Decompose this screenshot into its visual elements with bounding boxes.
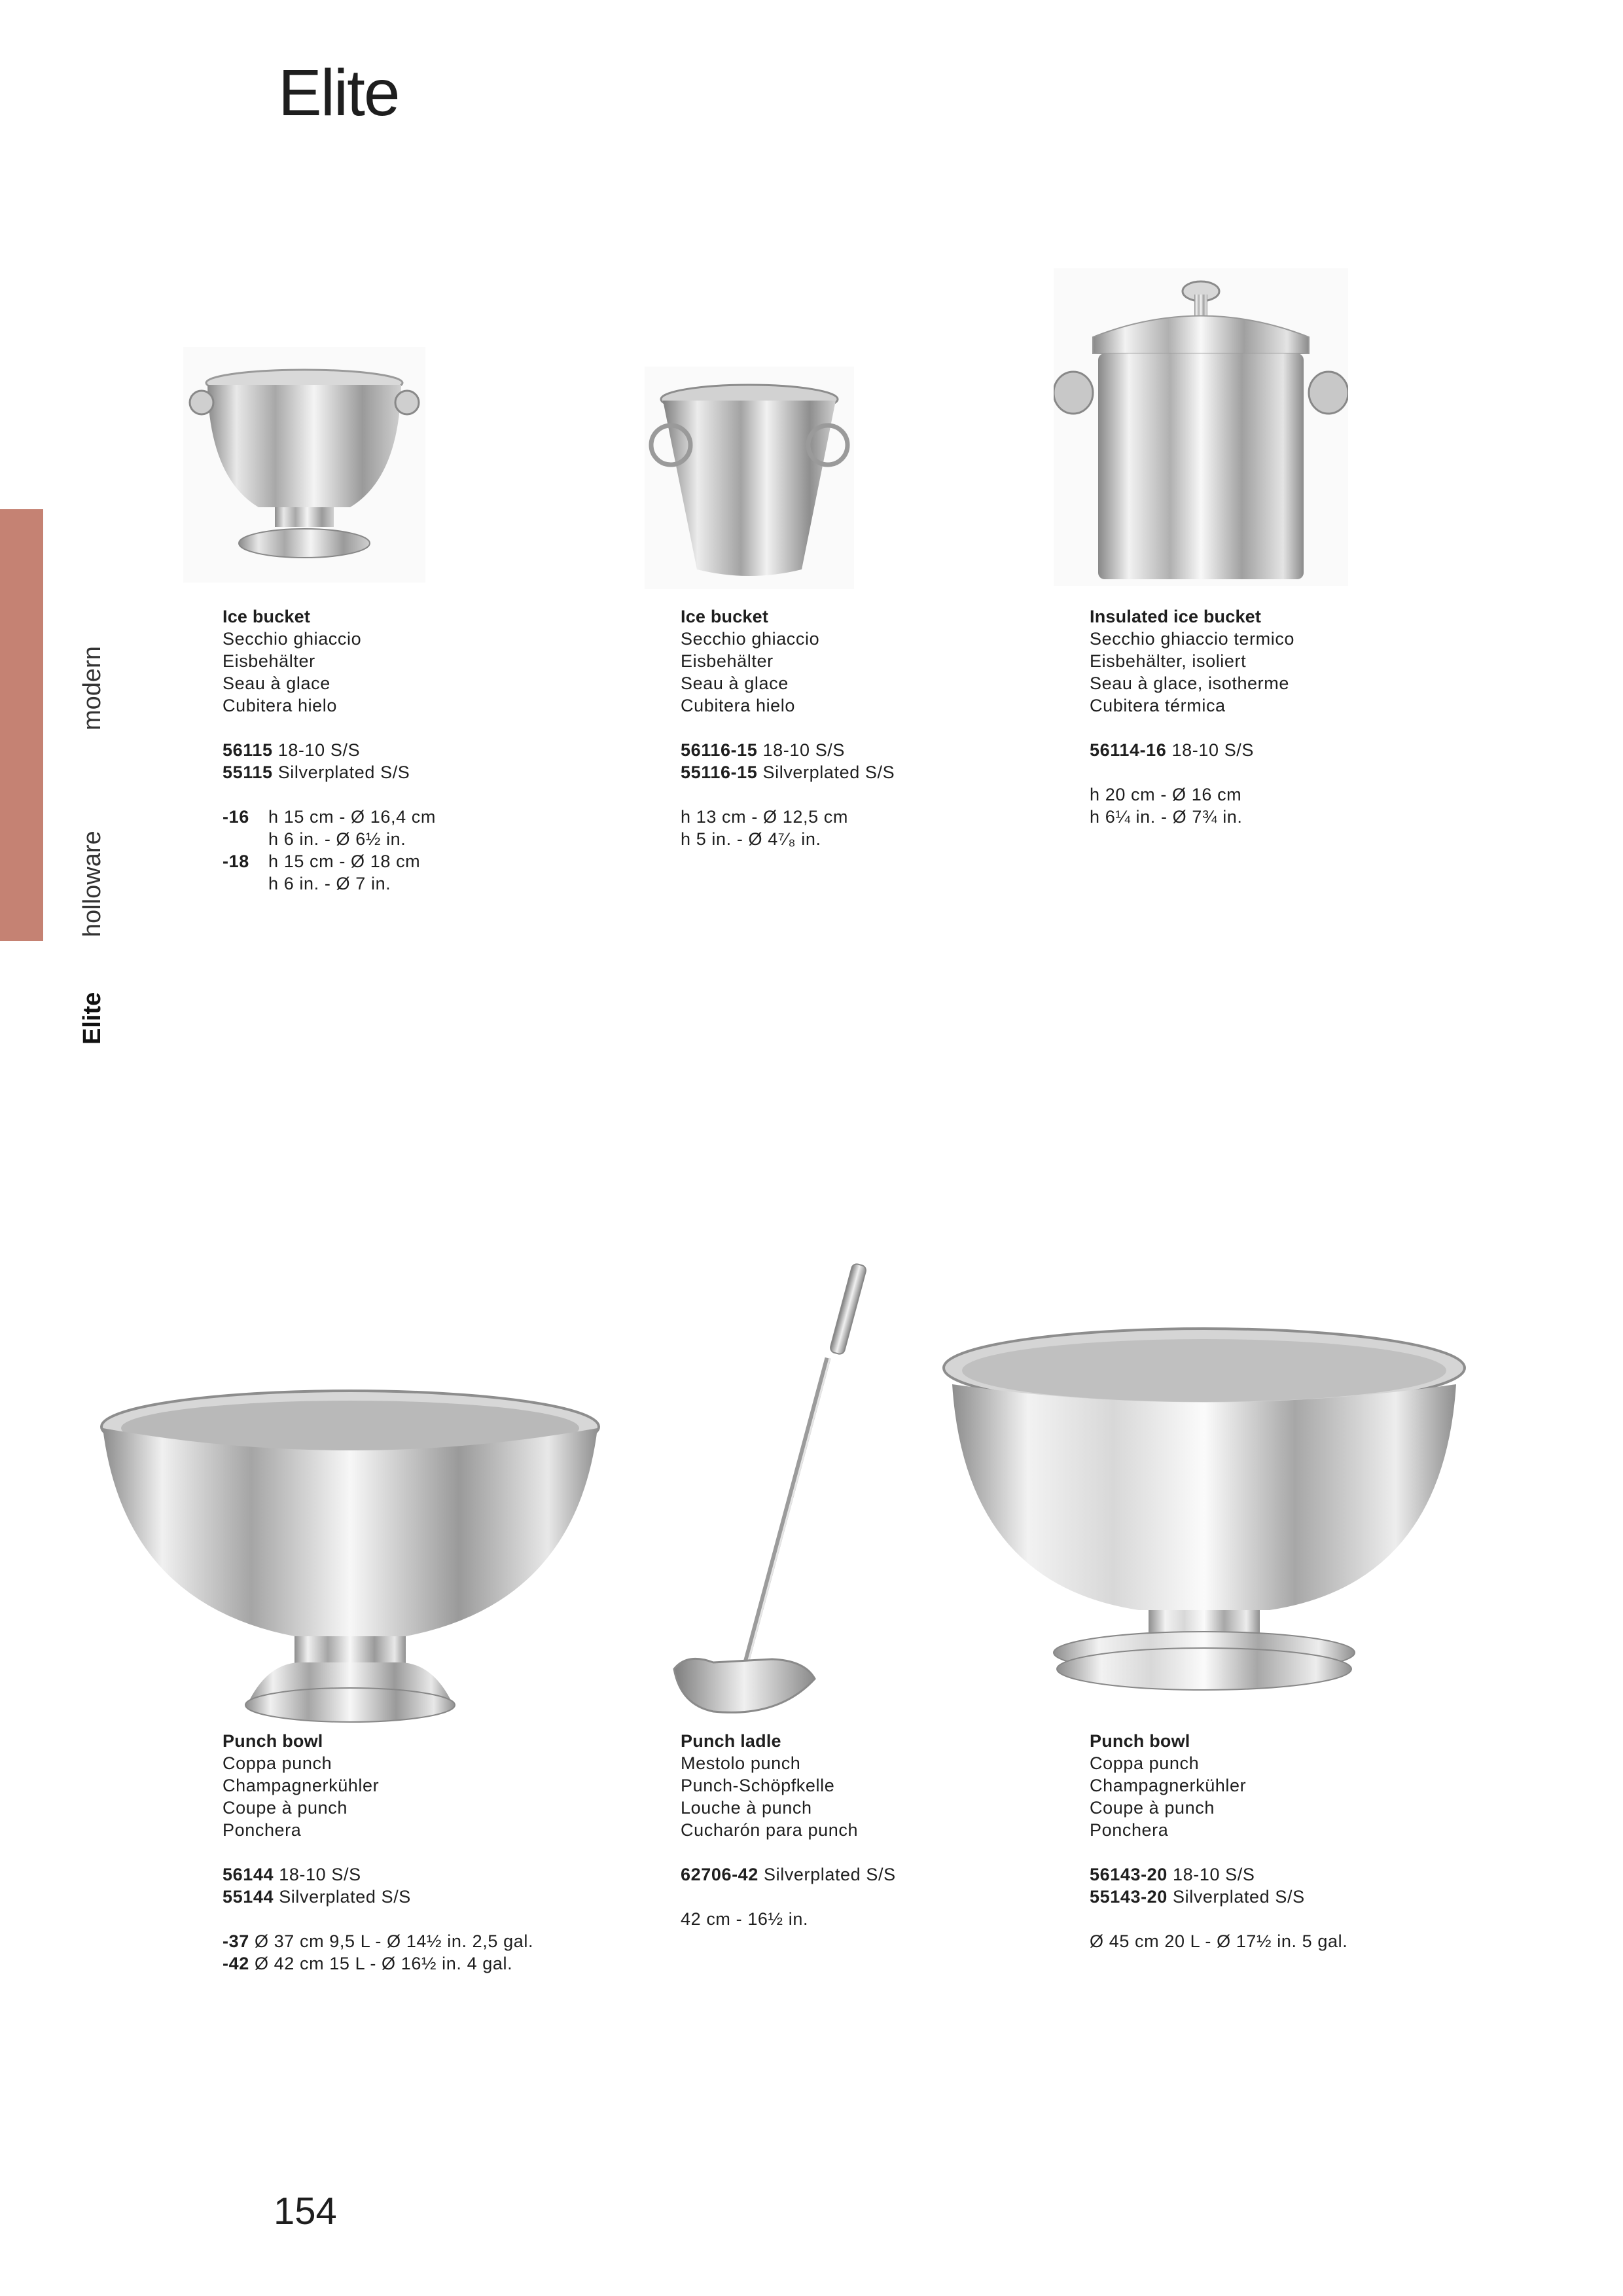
translation: Cucharón para punch: [681, 1820, 859, 1840]
product-code: 55143-20: [1090, 1887, 1168, 1907]
product-code-line: [223, 761, 436, 783]
punch-bowl-image: [98, 1388, 602, 1741]
product-finish: Silverplated S/S: [277, 762, 410, 782]
product-name: Punch bowl: [1090, 1731, 1190, 1751]
translation: Champagnerkühler: [1090, 1776, 1247, 1795]
product-code-line: [681, 1863, 896, 1886]
translation: Eisbehälter: [681, 651, 774, 671]
size-suffix: -42: [223, 1954, 249, 1973]
translation: Seau à glace: [681, 673, 789, 693]
product-code-line: [223, 1863, 533, 1886]
product-code-line: [681, 739, 895, 761]
translation: Champagnerkühler: [223, 1776, 380, 1795]
size-variant: [223, 1930, 533, 1952]
translation: Secchio ghiaccio: [681, 629, 820, 649]
product-finish: 18-10 S/S: [762, 740, 846, 760]
large-punch-bowl-image: [939, 1322, 1469, 1715]
product-code-line: [223, 1886, 533, 1908]
product-name: Punch ladle: [681, 1731, 781, 1751]
product-code: 56143-20: [1090, 1865, 1168, 1884]
size-metric: h 15 cm - Ø 18 cm: [268, 852, 421, 871]
dimension-line: 42 cm - 16½ in.: [681, 1909, 809, 1929]
product-code-line: [1090, 1863, 1347, 1886]
section-color-band: [0, 509, 43, 941]
translation: Cubitera hielo: [681, 696, 796, 715]
product-finish: 18-10 S/S: [277, 740, 361, 760]
product-code: 56144: [223, 1865, 274, 1884]
translation: Mestolo punch: [681, 1753, 801, 1773]
product-code-line: [223, 739, 436, 761]
size-suffix: -37: [223, 1931, 249, 1951]
size-imperial: h 6 in. - Ø 6½ in.: [268, 829, 406, 849]
translation: Secchio ghiaccio: [223, 629, 362, 649]
size-imperial: h 6 in. - Ø 7 in.: [268, 874, 391, 893]
sidebar-category: holloware: [79, 831, 106, 937]
product-finish: 18-10 S/S: [1171, 740, 1255, 760]
product-finish: Silverplated S/S: [764, 1865, 896, 1884]
page-number: 154: [274, 2190, 337, 2233]
product-code-line: [1090, 739, 1294, 761]
product-finish: Silverplated S/S: [279, 1887, 411, 1907]
product-info-ice-bucket-2: [681, 605, 895, 850]
insulated-ice-bucket-image: [1054, 268, 1348, 586]
translation: Cubitera hielo: [223, 696, 338, 715]
translation: Ponchera: [1090, 1820, 1169, 1840]
footed-ice-bucket-image: [183, 347, 425, 583]
ring-handle-ice-bucket-image: [645, 367, 854, 589]
product-code: 62706-42: [681, 1865, 758, 1884]
size-text: Ø 37 cm 9,5 L - Ø 14½ in. 2,5 gal.: [254, 1931, 534, 1951]
translation: Cubitera térmica: [1090, 696, 1226, 715]
translation: Seau à glace, isotherme: [1090, 673, 1289, 693]
translation: Secchio ghiaccio termico: [1090, 629, 1295, 649]
dimension-line: h 5 in. - Ø 4⁷⁄₈ in.: [681, 829, 821, 849]
translation: Ponchera: [223, 1820, 302, 1840]
product-name: Insulated ice bucket: [1090, 607, 1262, 626]
translation: Coppa punch: [223, 1753, 332, 1773]
product-code: 56116-15: [681, 740, 758, 760]
translation: Seau à glace: [223, 673, 330, 693]
product-info-punch-ladle: [681, 1730, 896, 1930]
product-finish: 18-10 S/S: [1173, 1865, 1255, 1884]
product-finish: Silverplated S/S: [762, 762, 895, 782]
size-suffix: -18: [223, 852, 249, 871]
translation: Coupe à punch: [1090, 1798, 1215, 1818]
product-info-ice-bucket-1: [223, 605, 436, 895]
dimension-line: h 13 cm - Ø 12,5 cm: [681, 807, 848, 827]
product-name: Ice bucket: [681, 607, 769, 626]
product-code-line: [1090, 1886, 1347, 1908]
product-name: Punch bowl: [223, 1731, 323, 1751]
dimension-line: Ø 45 cm 20 L - Ø 17½ in. 5 gal.: [1090, 1931, 1348, 1951]
product-info-punch-bowl-2: [1090, 1730, 1347, 1952]
product-finish: 18-10 S/S: [279, 1865, 361, 1884]
dimension-line: h 20 cm - Ø 16 cm: [1090, 785, 1242, 804]
size-suffix: -16: [223, 807, 249, 827]
page-title: Elite: [278, 56, 399, 130]
product-code: 55116-15: [681, 762, 758, 782]
size-text: Ø 42 cm 15 L - Ø 16½ in. 4 gal.: [254, 1954, 513, 1973]
translation: Punch-Schöpfkelle: [681, 1776, 835, 1795]
translation: Louche à punch: [681, 1798, 812, 1818]
punch-ladle-image: [661, 1260, 897, 1718]
product-info-insulated-ice-bucket: [1090, 605, 1294, 828]
product-code: 55115: [223, 762, 273, 782]
size-variant: [223, 806, 436, 850]
dimension-line: h 6¼ in. - Ø 7¾ in.: [1090, 807, 1243, 827]
product-name: Ice bucket: [223, 607, 311, 626]
size-metric: h 15 cm - Ø 16,4 cm: [268, 807, 436, 827]
product-code-line: [681, 761, 895, 783]
product-code: 56114-16: [1090, 740, 1167, 760]
sidebar-style: modern: [79, 646, 106, 730]
product-info-punch-bowl-1: [223, 1730, 533, 1975]
product-code: 56115: [223, 740, 273, 760]
product-code: 55144: [223, 1887, 274, 1907]
product-finish: Silverplated S/S: [1173, 1887, 1305, 1907]
translation: Eisbehälter: [223, 651, 315, 671]
translation: Coupe à punch: [223, 1798, 348, 1818]
translation: Eisbehälter, isoliert: [1090, 651, 1247, 671]
size-variant: [223, 850, 436, 895]
translation: Coppa punch: [1090, 1753, 1200, 1773]
sidebar-brand: Elite: [79, 992, 106, 1045]
size-variant: [223, 1952, 533, 1975]
